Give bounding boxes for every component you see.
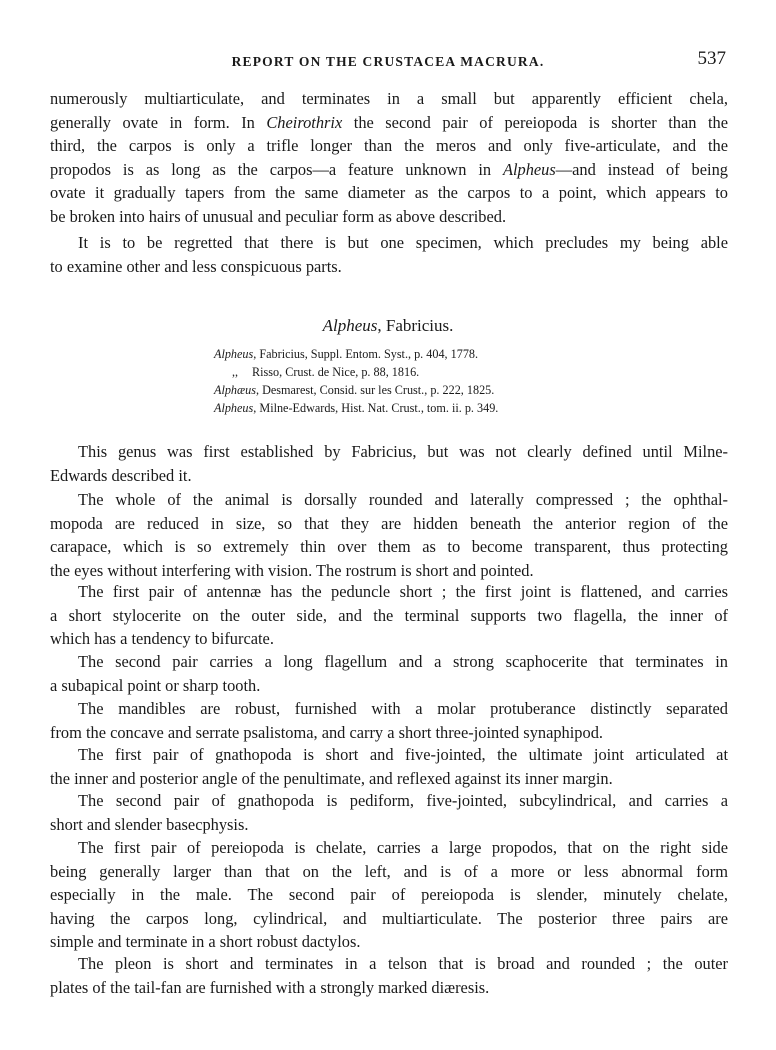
text-line: The whole of the animal is dorsally rounded and laterally compressed ; the ophthal- [78,490,728,509]
text-line: which has a tendency to bifurcate. [50,629,274,648]
text-line: having the carpos long, cylindrical, and multiarticulate. The posterior three pairs are [50,908,728,928]
text-line: ovate it gradually tapers from the same diameter as the carpos to a point, which appears to [50,183,728,202]
synonymy-entry: Alpheus, Fabricius, Suppl. Entom. Syst., p. 404, 1778. [214,347,479,361]
text-line: to examine other and less conspicuous parts. [50,256,342,276]
paragraph-regret [50,231,728,278]
genus-name-italic: Alpheus [502,159,556,179]
text-line: numerously multiarticulate, and terminates in a small but apparently efficient chela, [50,89,728,108]
text-line: simple and terminate in a short robust dactylos. [50,932,361,951]
page-number: 537 [697,48,726,69]
text-line: propodos is as long as the carpos—a feature unknown in Alpheus—and instead of being [50,159,728,179]
synonymy-entry: Alpheus, Milne-Edwards, Hist. Nat. Crust., tom. ii. p. 349. [214,401,499,415]
synonymy-entry: ,, Risso, Crust. de Nice, p. 88, 1816. [214,363,419,381]
text-line: The pleon is short and terminates in a telson that is broad and rounded ; the outer [78,954,728,973]
running-title: REPORT ON THE CRUSTACEA MACRURA. [231,54,545,69]
text-line: being generally larger than that on the left, and is of a more or less abnormal form [50,861,728,881]
ditto-mark: ,, [232,365,239,379]
text-line: This genus was first established by Fabricius, but was not clearly defined until Milne- [78,442,728,461]
paragraph-second-gnathopoda [50,789,728,836]
genus-heading [0,316,776,336]
paragraph-second-antennae [50,650,728,697]
genus-heading-name: Alpheus [322,316,378,335]
text-line: from the concave and serrate psalistoma, and carry a short three-jointed synaphipod. [50,722,603,742]
text-line: carapace, which is so extremely thin over them as to become transparent, thus protecting [50,537,728,556]
text-line: The first pair of antennæ has the peduncle short ; the first joint is flattened, and carries [78,582,728,601]
paragraph-body-form [50,488,728,582]
paragraph-continuation [50,87,728,228]
text-line: Edwards described it. [50,465,192,485]
text-line: the eyes without interfering with vision. The rostrum is short and pointed. [50,560,534,580]
paragraph-first-antennae [50,580,728,651]
text-line: The mandibles are robust, furnished with a molar protuberance distinctly separated [78,699,728,718]
text-line: The second pair of gnathopoda is pediform, five-jointed, subcylindrical, and carries a [78,791,728,810]
text-line: a short stylocerite on the outer side, and the terminal supports two flagella, the inner of [50,605,728,625]
text-line: mopoda are reduced in size, so that they are hidden beneath the anterior region of the [50,513,728,533]
text-line: short and slender basecphysis. [50,814,249,834]
text-line: a subapical point or sharp tooth. [50,675,261,695]
text-line: The second pair carries a long flagellum and a strong scaphocerite that terminates in [78,652,728,671]
text-line: the inner and posterior angle of the penultimate, and reflexed against its inner margin. [50,768,613,788]
text-line: It is to be regretted that there is but one specimen, which precludes my being able [78,233,728,252]
running-head [50,48,726,74]
paragraph-genus-history [50,440,728,487]
text-line: The first pair of pereiopoda is chelate, carries a large propodos, that on the right side [78,838,728,857]
text-line: especially in the male. The second pair of pereiopoda is slender, minutely chelate, [50,885,728,904]
paragraph-pleon [50,952,728,999]
text-line: generally ovate in form. In Cheirothrix the second pair of pereiopoda is shorter than the [50,112,728,132]
genus-heading-authority: , Fabricius. [377,316,454,335]
paragraph-mandibles [50,697,728,744]
paragraph-first-gnathopoda [50,743,728,790]
paragraph-pereiopoda [50,836,728,954]
synonymy-entry: Alphæus, Desmarest, Consid. sur les Crust., p. 222, 1825. [214,383,495,397]
text-line: plates of the tail-fan are furnished with a strongly marked diæresis. [50,977,490,997]
text-line: be broken into hairs of unusual and peculiar form as above described. [50,206,507,226]
text-line: third, the carpos is only a trifle longer than the meros and only five-articulate, and the [50,136,728,155]
text-line: The first pair of gnathopoda is short and five-jointed, the ultimate joint articulated at [78,745,728,764]
genus-name-italic: Cheirothrix [266,112,343,132]
